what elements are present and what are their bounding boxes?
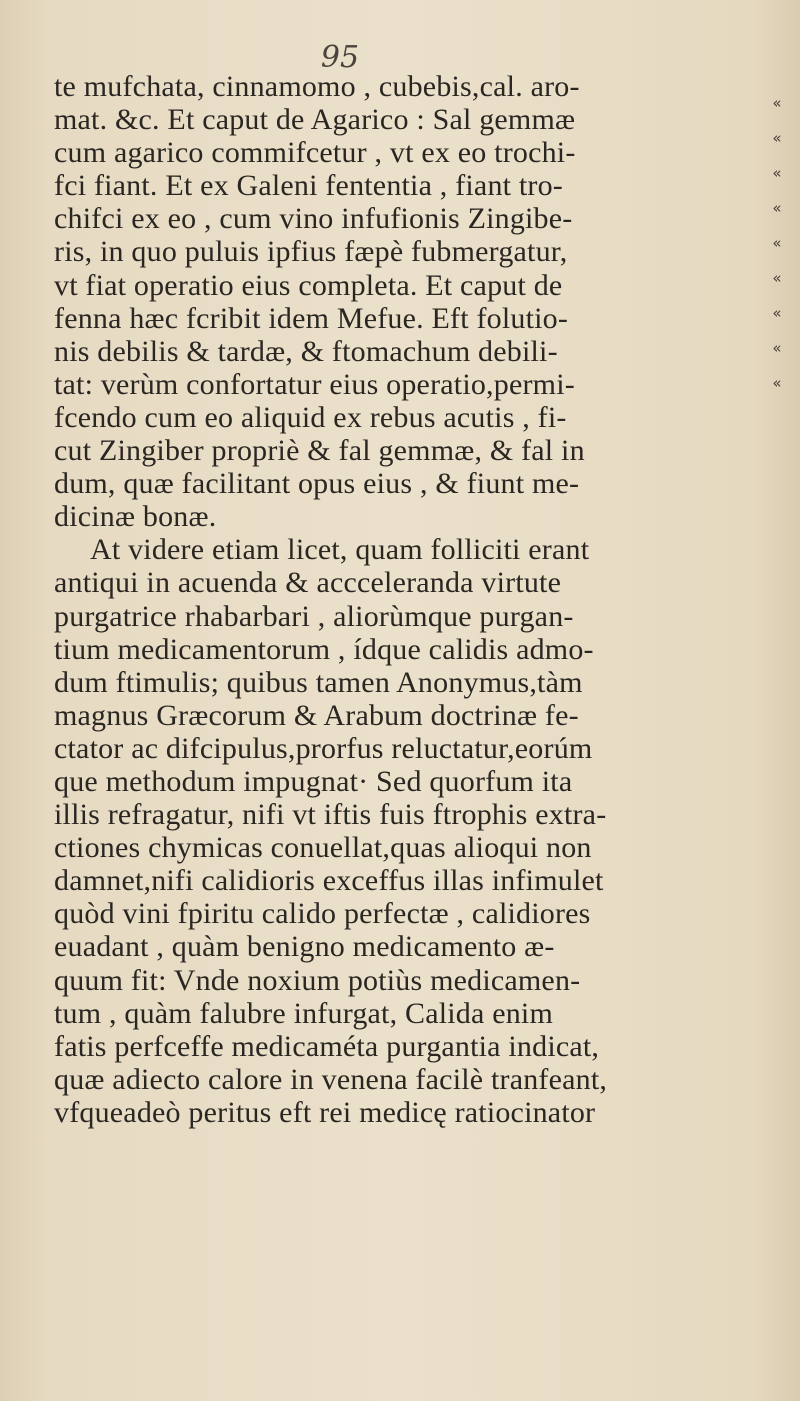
margin-quote-mark: « [772, 269, 782, 287]
text-line: vt fiat operatio eius completa. Et caput de [54, 268, 563, 302]
margin-quote-mark: « [772, 234, 782, 252]
margin-quote-mark: « [772, 374, 782, 392]
text-line: fcendo cum eo aliquid ex rebus acutis , fi- [54, 400, 567, 434]
text-line: fenna hæc fcribit idem Mefue. Eft folutio- [54, 301, 569, 335]
text-line: te mufchata, cinnamomo , cubebis,cal. aro- [54, 70, 580, 103]
text-line: illis refragatur, nifi vt iftis fuis ftrophis extra- [54, 798, 607, 832]
text-line: purgatrice rhabarbari , aliorùmque purgan- [54, 599, 574, 633]
text-line: dum, quæ facilitant opus eius , & fiunt me- [54, 467, 580, 501]
text-line: chifci ex eo , cum vino infufionis Zingibe- [54, 202, 573, 236]
text-line: ctiones chymicas conuellat,quas alioqui non [54, 831, 592, 865]
text-line: que methodum impugnat· Sed quorfum ita [54, 764, 573, 798]
margin-quote-mark: « [772, 304, 782, 322]
margin-quote-mark: « [772, 339, 782, 357]
text-line: ctator ac difcipulus,prorfus reluctatur,eorúm [54, 731, 593, 765]
body-text [54, 70, 714, 1129]
text-line: magnus Græcorum & Arabum doctrinæ fe- [54, 698, 579, 732]
text-line: antiqui in acuenda & accceleranda virtute [54, 566, 562, 600]
text-line: quòd vini fpiritu calido perfectæ , calidiores [54, 897, 591, 931]
text-line: tium medicamentorum , ídque calidis admo- [54, 632, 594, 666]
margin-quote-mark: « [772, 94, 782, 112]
paragraph-start-line: At videre etiam licet, quam folliciti erant [90, 533, 590, 567]
margin-quote-mark: « [772, 199, 782, 217]
margin-quotation-marks [762, 86, 792, 401]
text-line: damnet,nifi calidioris exceffus illas infimulet [54, 864, 604, 898]
text-line: nis debilis & tardæ, & ftomachum debili- [54, 334, 558, 368]
text-line: ris, in quo puluis ipfius fæpè fubmergatur, [54, 235, 568, 269]
text-line: dicinæ bonæ. [54, 500, 217, 534]
text-line: mat. &c. Et caput de Agarico : Sal gemmæ [54, 103, 576, 137]
page-number: 95 [320, 40, 360, 75]
text-line: dum ftimulis; quibus tamen Anonymus,tàm [54, 665, 583, 699]
text-line: euadant , quàm benigno medicamento æ- [54, 930, 555, 964]
text-line: fatis perfceffe medicaméta purgantia indicat, [54, 1029, 600, 1063]
margin-quote-mark: « [772, 129, 782, 147]
text-line: quæ adiecto calore in venena facilè tranfeant, [54, 1062, 608, 1096]
text-line: tat: verùm confortatur eius operatio,permi- [54, 367, 575, 401]
text-line: cut Zingiber propriè & fal gemmæ, & fal in [54, 434, 585, 468]
text-line: fci fiant. Et ex Galeni fententia , fiant tro- [54, 169, 563, 203]
margin-quote-mark: « [772, 164, 782, 182]
text-line: cum agarico commifcetur , vt ex eo trochi- [54, 136, 576, 170]
text-line: vfqueadeò peritus eft rei medicę ratiocinator [54, 1095, 596, 1129]
text-line: quum fit: Vnde noxium potiùs medicamen- [54, 963, 581, 997]
text-line: tum , quàm falubre infurgat, Calida enim [54, 996, 553, 1030]
